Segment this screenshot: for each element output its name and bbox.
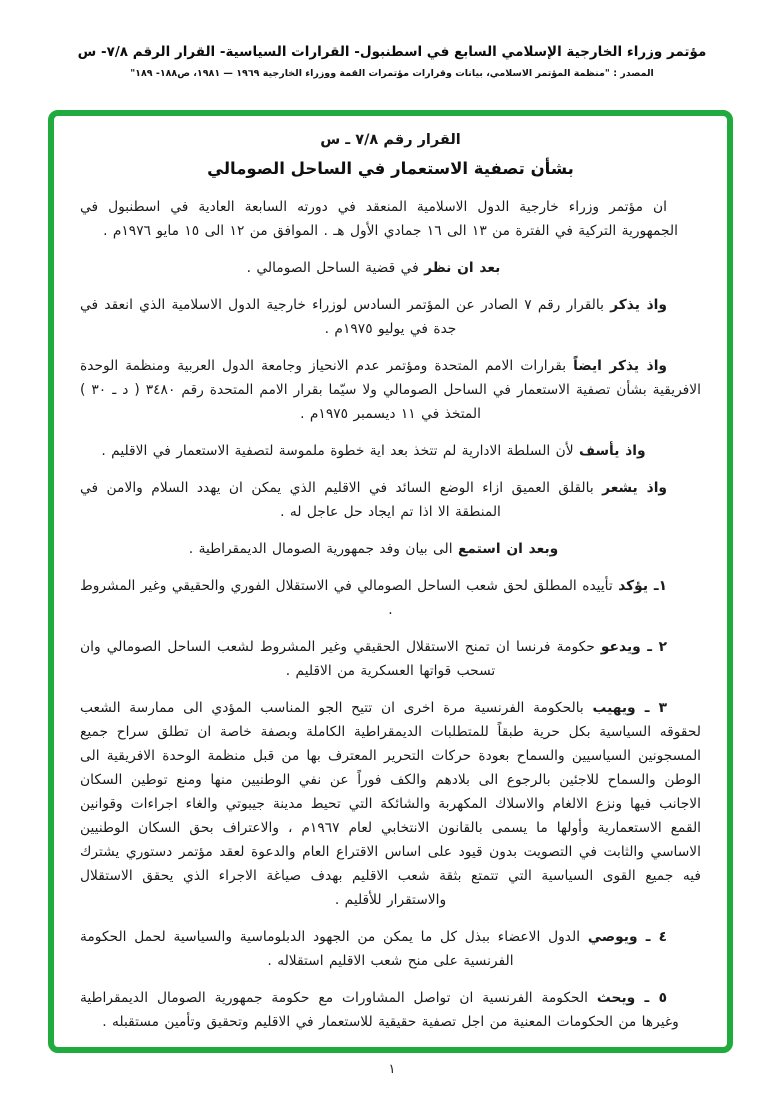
paragraph-text: بالحكومة الفرنسية مرة اخرى ان تتيح الجو المناسب المؤدي الى ممارسة الشعب لحقوقه السياسية بكل حرية طبقاً للمتطلبات الديمقراطية الكاملة وبصفة خاصة ان تطلق سراح جميع المسجونين السياسيين والسماح بعودة حركات التحرير المعترف بها من قبل منظمة الوحدة الافريقية الى الوطن والسماح للاجئين بالرجوع الى بلادهم والكف فوراً عن نفي الوطنيين منها ومنع توطين السكان الاجانب فيها ونزع الالغام والاسلاك المكهربة والشائكة التي تحيط مدينة جيبوتي والغاء اجراءات وقوانين القمع الاستعمارية وأولها ما يسمى بالقانون الانتخابي لعام ١٩٦٧م ، والاعتراف بحق السكان الوطنيين الاساسي والثابت في التصويت بدون قيود على اساس الاقتراع العام والدعوة لعقد مؤتمر دستوري يشترك فيه جميع القوى السياسية التي تتمتع بثقة شعب الاقليم بهدف صياغة الاجراء الذي يحقق الاستقلال والاستقرار للأقليم . bbox=[80, 700, 702, 908]
resolution-paragraph bbox=[80, 195, 701, 243]
paragraph-text: الدول الاعضاء ببذل كل ما يمكن من الجهود الدبلوماسية والسياسية لحمل الحكومة الفرنسية على منح شعب الاقليم استقلاله . bbox=[80, 929, 588, 969]
paragraph-lead: واذ يأسف bbox=[579, 443, 646, 459]
paragraph-lead: ١ـ يؤكد bbox=[618, 578, 668, 594]
paragraph-lead: بعد ان نظر bbox=[424, 260, 501, 276]
highlight-frame bbox=[48, 110, 733, 1053]
resolution-operative-item bbox=[80, 986, 701, 1034]
resolution-paragraph bbox=[80, 293, 701, 341]
document-header bbox=[0, 0, 784, 80]
paragraph-text: بقرارات الامم المتحدة ومؤتمر عدم الانحياز وجامعة الدول العربية ومنظمة الوحدة الافريقية بشأن تصفية الاستعمار في الساحل الصومالي ولا سيّما بقرار الامم المتحدة رقم ٣٤٨٠ ( د ـ ٣٠ ) المتخذ في ١١ ديسمبر ١٩٧٥م . bbox=[80, 358, 701, 422]
resolution-number-title: القرار رقم ٧/٨ ـ س bbox=[320, 132, 461, 148]
paragraph-lead: ٣ ـ ويهيب bbox=[592, 700, 667, 716]
paragraph-text: ان مؤتمر وزراء خارجية الدول الاسلامية المنعقد في دورته السابعة العادية في اسطنبول في الجمهورية التركية في الفترة من ١٣ الى ١٦ جمادي الأول هـ . الموافق من ١٢ الى ١٥ مايو ١٩٧٦م . bbox=[80, 199, 678, 239]
paragraph-text: الحكومة الفرنسية ان تواصل المشاورات مع حكومة جمهورية الصومال الديمقراطية وغيرها من الحكومات المعنية من اجل تصفية حقيقية للاستعمار في الاقليم وتحقيق وتأمين مستقبله . bbox=[80, 990, 679, 1030]
paragraph-text: الى بيان وفد جمهورية الصومال الديمقراطية . bbox=[188, 541, 458, 557]
paragraph-text: لأن السلطة الادارية لم تتخذ بعد اية خطوة ملموسة لتصفية الاستعمار في الاقليم . bbox=[101, 443, 580, 459]
paragraph-text: بالقلق العميق ازاء الوضع السائد في الاقليم الذي يمكن ان يهدد السلام والامن في المنطقة الا اذا تم ايجاد حل عاجل له . bbox=[80, 480, 603, 520]
paragraph-lead: واذ يذكر ايضاً bbox=[573, 358, 667, 374]
page-number: ١ bbox=[388, 1062, 396, 1077]
document-header-citation: مؤتمر وزراء الخارجية الإسلامي السابع في اسطنبول- القرارات السياسية- القرار الرقم ٧/٨- س bbox=[77, 44, 707, 60]
resolution-operative-item bbox=[80, 574, 701, 622]
paragraph-text: في قضية الساحل الصومالي . bbox=[246, 260, 425, 276]
resolution-paragraph bbox=[80, 256, 701, 280]
paragraph-text: تأييده المطلق لحق شعب الساحل الصومالي في الاستقلال الفوري والحقيقي وغير المشروط . bbox=[80, 578, 619, 618]
paragraph-lead: واذ يذكر bbox=[610, 297, 667, 313]
resolution-operative-item bbox=[80, 696, 701, 912]
resolution-paragraph bbox=[80, 476, 701, 524]
document-header-source: المصدر : "منظمة المؤتمر الاسلامي، بيانات وقرارات مؤتمرات القمة ووزراء الخارجية ١٩٦٩ — ١٩٨١، ص١٨٨- ١٨٩" bbox=[130, 68, 654, 79]
paragraph-lead: ٤ ـ ويوصي bbox=[587, 929, 667, 945]
paragraph-lead: ٢ ـ ويدعو bbox=[600, 639, 667, 655]
resolution-paragraph bbox=[80, 537, 701, 561]
paragraph-lead: ٥ ـ ويحث bbox=[596, 990, 667, 1006]
paragraph-text: حكومة فرنسا ان تمنح الاستقلال الحقيقي وغير المشروط لشعب الساحل الصومالي وان تسحب قواتها العسكرية من الاقليم . bbox=[80, 639, 601, 679]
resolution-operative-item bbox=[80, 635, 701, 683]
paragraph-text: بالقرار رقم ٧ الصادر عن المؤتمر السادس لوزراء خارجية الدول الاسلامية الذي انعقد في جدة في يوليو ١٩٧٥م . bbox=[80, 297, 611, 337]
paragraph-lead: وبعد ان استمع bbox=[457, 541, 559, 557]
resolution-paragraph bbox=[80, 439, 701, 463]
resolution-subject-title: بشأن تصفية الاستعمار في الساحل الصومالي bbox=[207, 159, 574, 178]
paragraph-lead: واذ يشعر bbox=[602, 480, 667, 496]
resolution-operative-item bbox=[80, 925, 701, 973]
resolution-paragraph bbox=[80, 354, 701, 426]
